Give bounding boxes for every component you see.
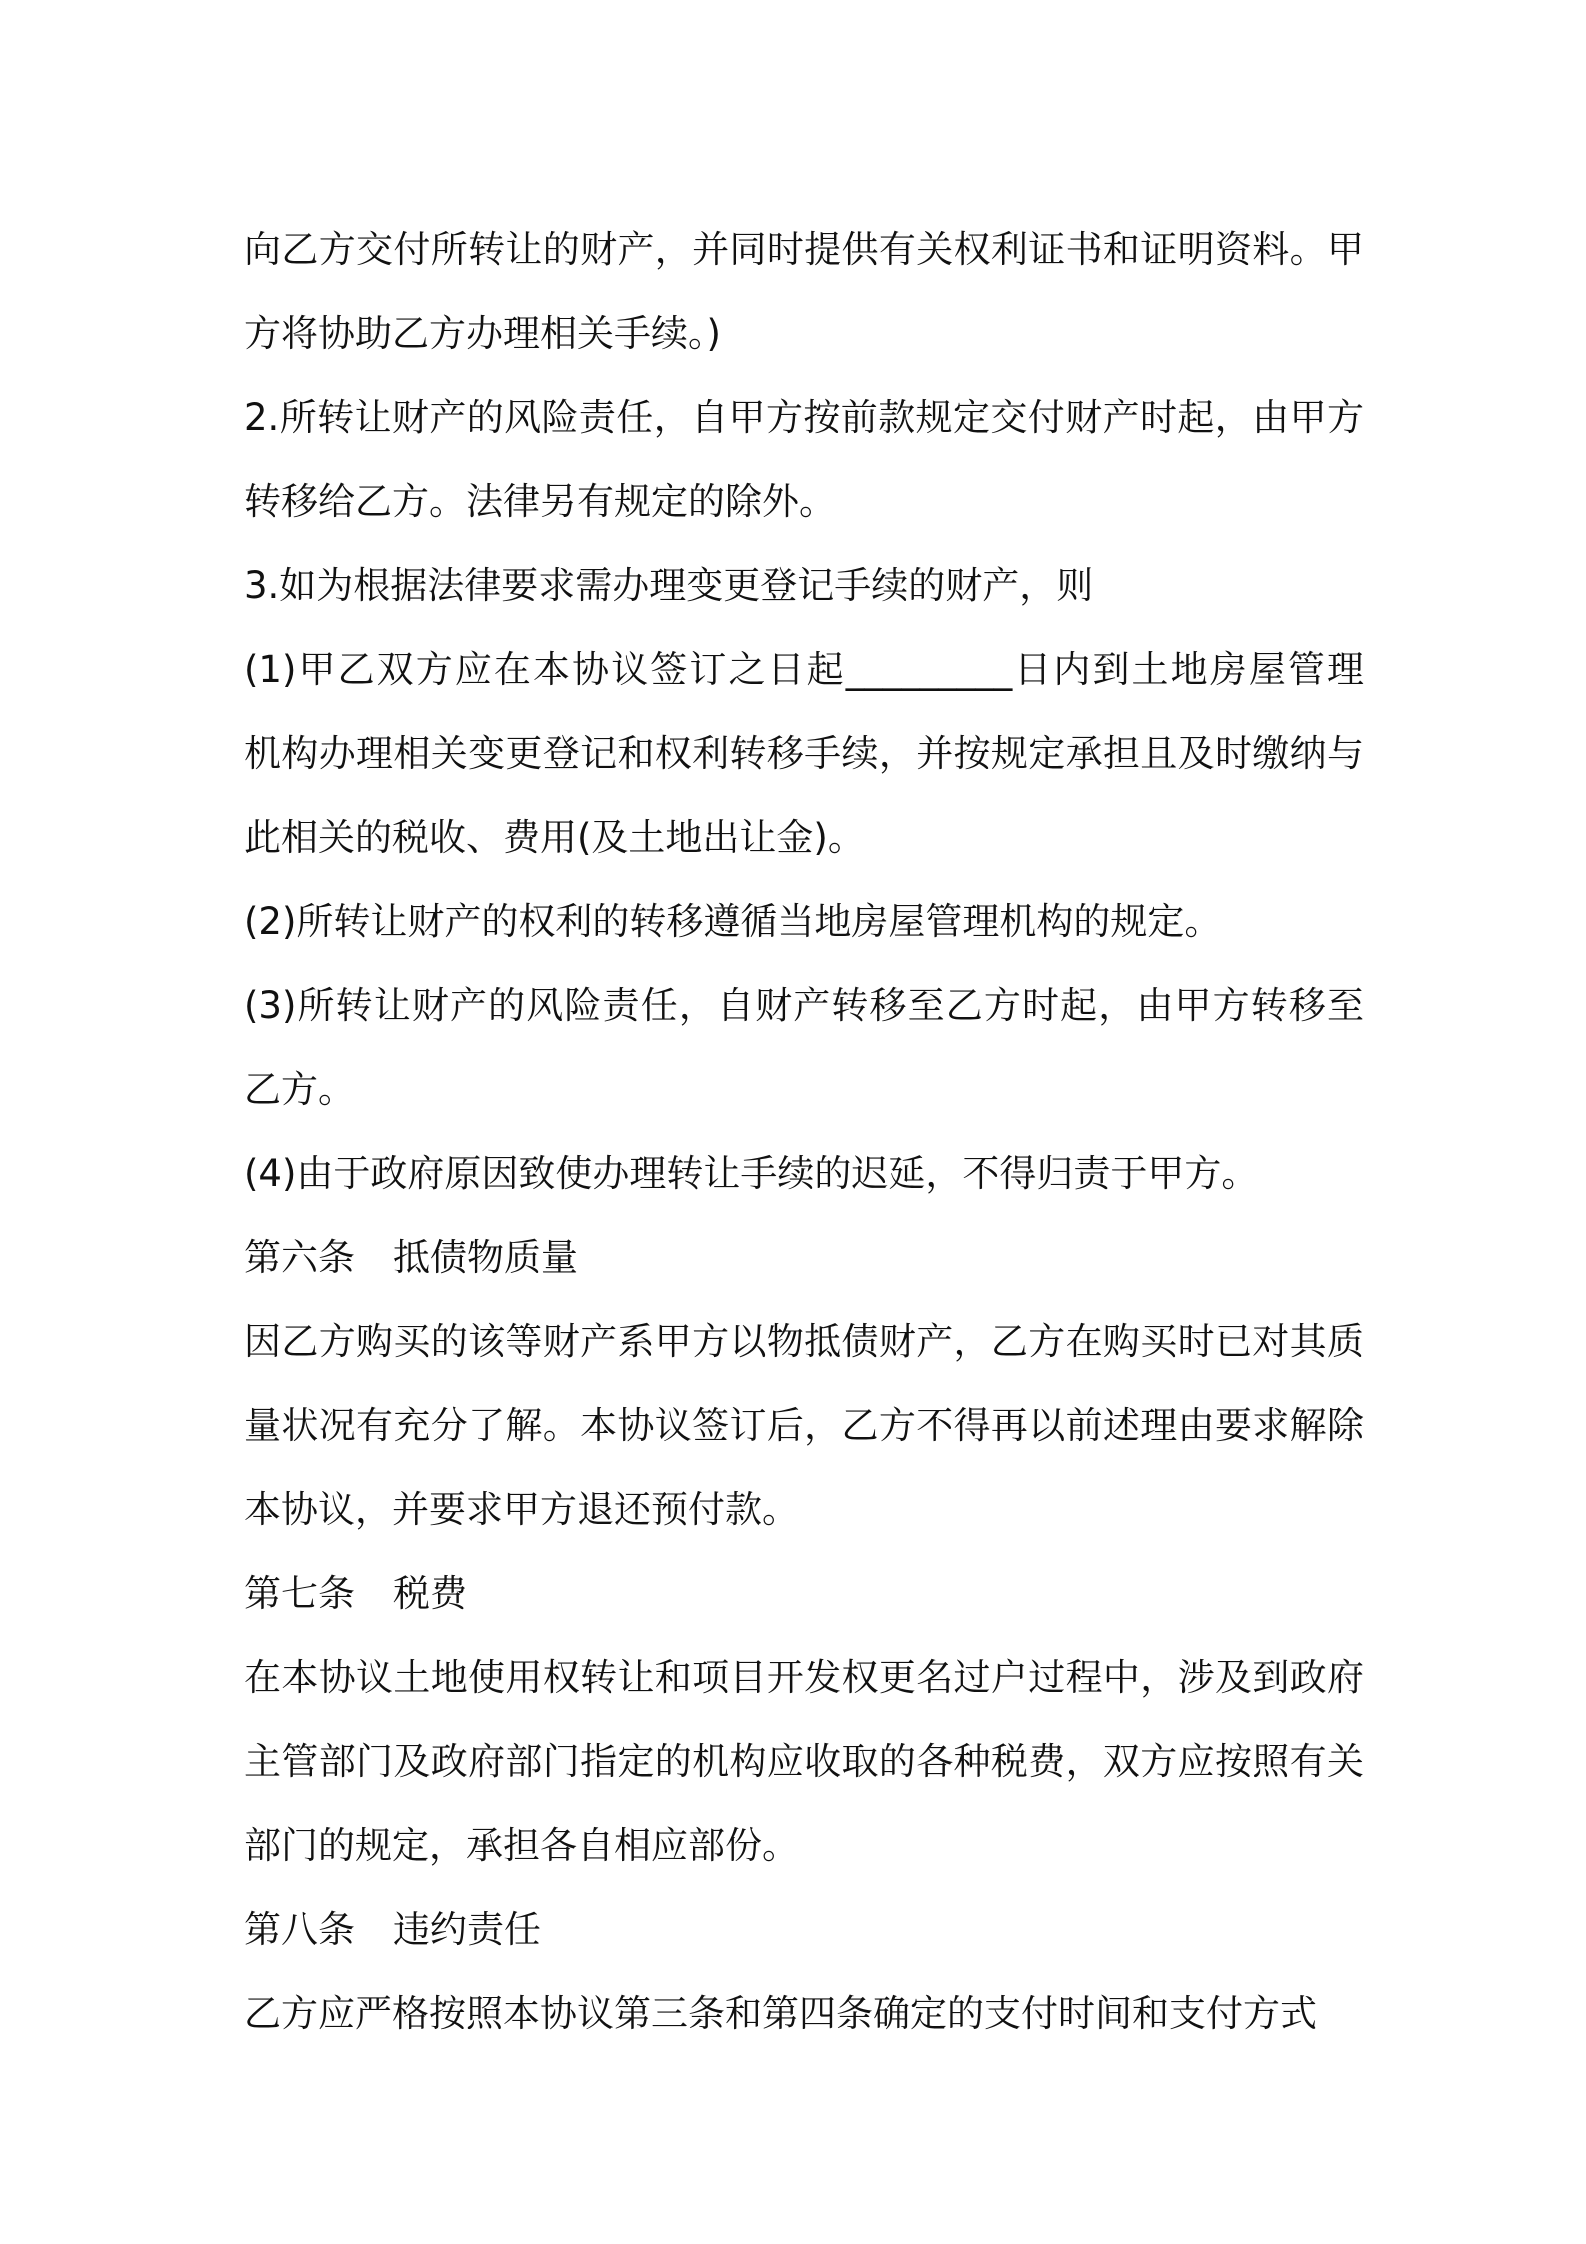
article-6-heading <box>244 1216 1364 1300</box>
article-6-number: 第六条 <box>244 1236 355 1279</box>
paragraph-line: 乙方。 <box>244 1068 355 1111</box>
article-8-line: 乙方应严格按照本协议第三条和第四条确定的支付时间和支付方式 <box>244 1992 1317 2035</box>
paragraph-line: 向乙方交付所转让的财产，并同时提供有关权利证书和证明资料。甲 <box>244 228 1364 271</box>
article-8-title: 违约责任 <box>393 1908 541 1951</box>
paragraph-line: 此相关的税收、费用(及土地出让金)。 <box>244 816 865 859</box>
article-8-number: 第八条 <box>244 1908 355 1951</box>
article-6-line: 因乙方购买的该等财产系甲方以物抵债财产，乙方在购买时已对其质 <box>244 1320 1364 1363</box>
article-7-line: 主管部门及政府部门指定的机构应收取的各种税费，双方应按照有关 <box>244 1740 1364 1783</box>
article-7-title: 税费 <box>393 1572 467 1615</box>
article-6-line: 量状况有充分了解。本协议签订后，乙方不得再以前述理由要求解除 <box>244 1404 1364 1447</box>
article-7-line: 部门的规定，承担各自相应部份。 <box>244 1824 799 1867</box>
paragraph-line: 机构办理相关变更登记和权利转移手续，并按规定承担且及时缴纳与 <box>244 732 1364 775</box>
article-7-heading <box>244 1552 1364 1636</box>
paragraph-line: 方将协助乙方办理相关手续。) <box>244 312 721 355</box>
article-6-line: 本协议，并要求甲方退还预付款。 <box>244 1488 799 1531</box>
article-7-number: 第七条 <box>244 1572 355 1615</box>
paragraph-line: (1)甲乙双方应在本协议签订之日起_________日内到土地房屋管理 <box>244 648 1364 691</box>
paragraph-line: (2)所转让财产的权利的转移遵循当地房屋管理机构的规定。 <box>244 900 1222 943</box>
paragraph-line: (4)由于政府原因致使办理转让手续的迟延，不得归责于甲方。 <box>244 1152 1259 1195</box>
article-7-line: 在本协议土地使用权转让和项目开发权更名过户过程中，涉及到政府 <box>244 1656 1364 1699</box>
paragraph-line: 转移给乙方。法律另有规定的除外。 <box>244 480 836 523</box>
paragraph-line: 2.所转让财产的风险责任，自甲方按前款规定交付财产时起，由甲方 <box>244 396 1364 439</box>
article-6-title: 抵债物质量 <box>393 1236 578 1279</box>
article-8-heading <box>244 1888 1364 1972</box>
paragraph-line: (3)所转让财产的风险责任，自财产转移至乙方时起，由甲方转移至 <box>244 984 1364 1027</box>
paragraph-line: 3.如为根据法律要求需办理变更登记手续的财产，则 <box>244 564 1094 607</box>
document-body <box>244 208 1364 2056</box>
